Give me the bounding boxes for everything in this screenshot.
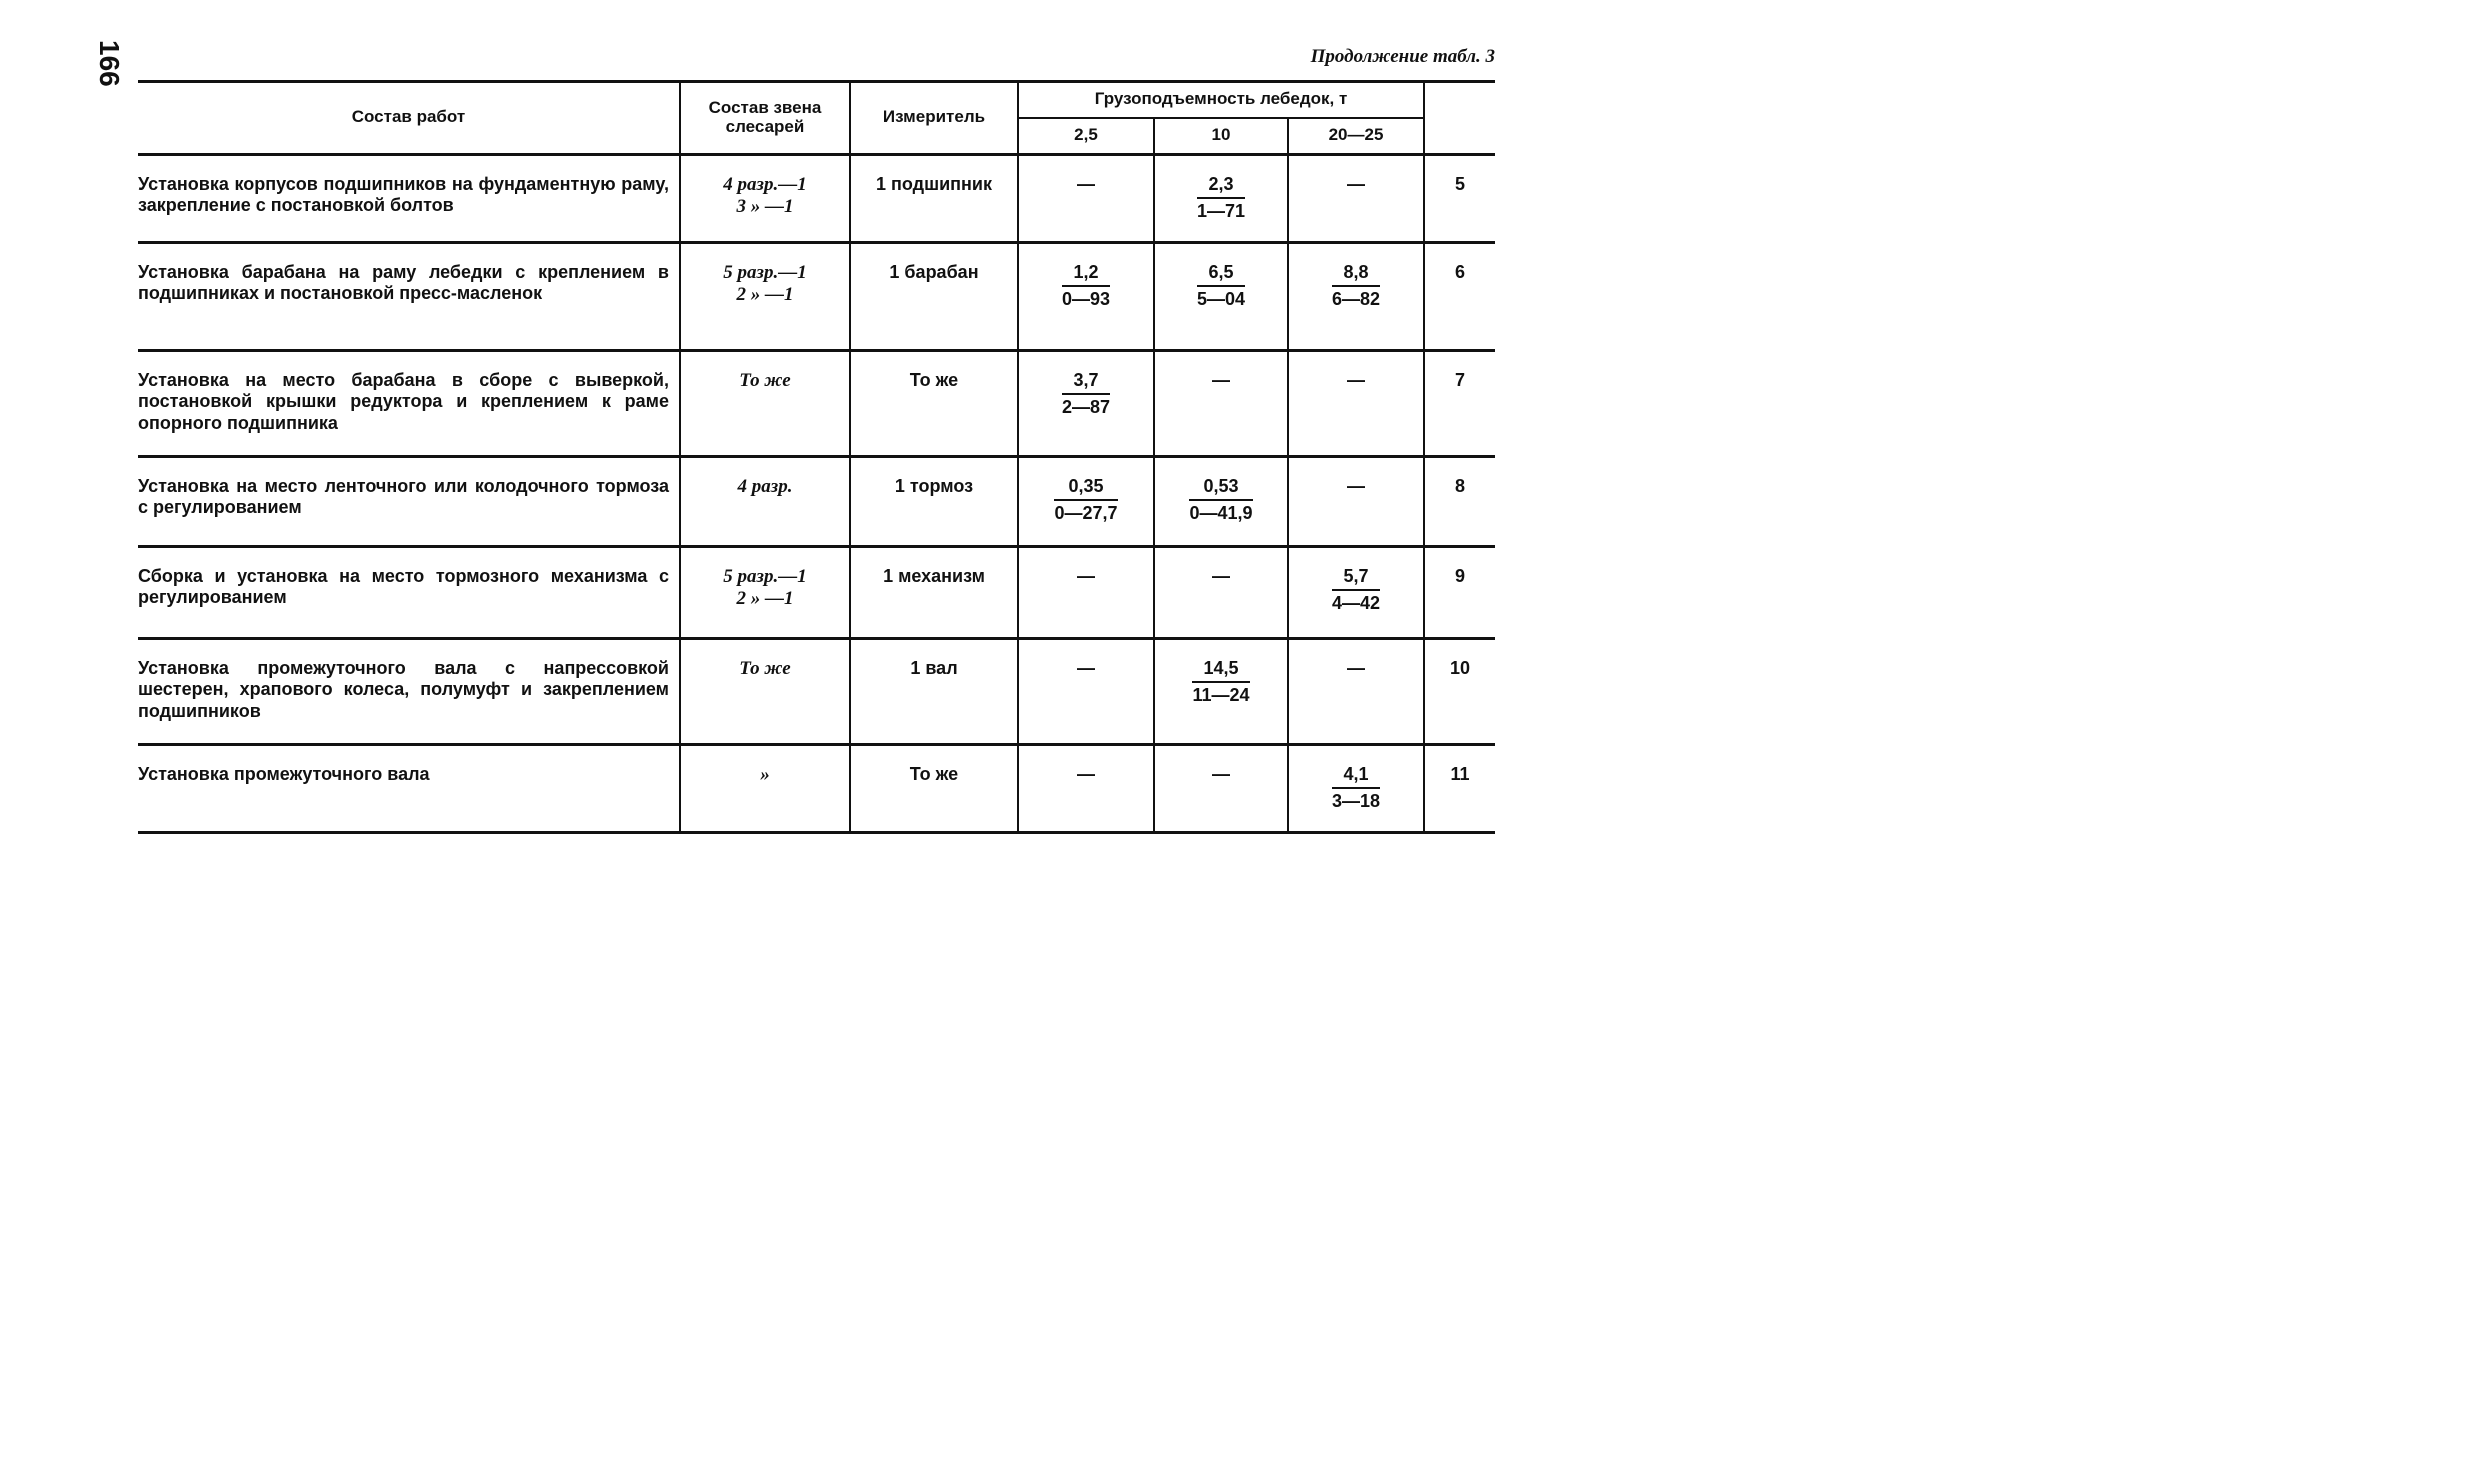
fraction (1054, 476, 1117, 525)
row-number: 8 (1424, 456, 1495, 546)
empty-dash: — (1347, 657, 1365, 678)
table-row (138, 638, 1495, 744)
unit-of-measure: 1 механизм (850, 546, 1018, 638)
crew-line: 3 » —1 (736, 196, 794, 218)
price-rate: 0—41,9 (1189, 503, 1253, 524)
norm-value-v10 (1154, 242, 1288, 350)
table-row (138, 154, 1495, 242)
norm-value-v25 (1018, 456, 1154, 546)
time-norm: 1,2 (1062, 262, 1110, 288)
norm-value-v25 (1018, 638, 1154, 744)
norm-value-v25 (1018, 546, 1154, 638)
unit-of-measure: 1 тормоз (850, 456, 1018, 546)
row-number: 11 (1424, 744, 1495, 832)
time-norm: 8,8 (1332, 262, 1380, 288)
table-row (138, 350, 1495, 456)
fraction (1197, 262, 1245, 311)
work-description: Установка промежуточного вала (138, 763, 430, 784)
work-description: Установка корпусов подшипников на фундаментную раму, закрепление с постановкой болтов (138, 173, 669, 216)
empty-dash: — (1077, 657, 1095, 678)
norm-value-v25 (1018, 242, 1154, 350)
norm-value-v2025 (1288, 350, 1424, 456)
table-continuation-caption: Продолжение табл. 3 (1310, 46, 1495, 67)
fraction (1192, 658, 1249, 707)
unit-of-measure: 1 барабан (850, 242, 1018, 350)
row-number: 9 (1424, 546, 1495, 638)
norm-value-v10 (1154, 154, 1288, 242)
unit-of-measure: 1 вал (850, 638, 1018, 744)
norm-value-v10 (1154, 546, 1288, 638)
page-number: 166 (94, 40, 125, 87)
price-rate: 6—82 (1331, 289, 1381, 310)
norm-value-v10 (1154, 744, 1288, 832)
time-norm: 2,3 (1197, 174, 1245, 200)
price-rate: 11—24 (1192, 685, 1250, 706)
table-row (138, 242, 1495, 350)
price-rate: 0—93 (1061, 289, 1111, 310)
unit-of-measure: 1 подшипник (850, 154, 1018, 242)
empty-dash: — (1347, 475, 1365, 496)
crew-composition (680, 456, 850, 546)
norm-value-v2025 (1288, 744, 1424, 832)
table-row (138, 546, 1495, 638)
price-rate: 3—18 (1331, 791, 1381, 812)
crew-line: 2 » —1 (736, 588, 794, 610)
norm-value-v2025 (1288, 546, 1424, 638)
work-description: Установка на место ленточного или колодочного тормоза с регулированием (138, 475, 669, 518)
crew-line: 5 разр.—1 (723, 261, 807, 283)
price-rate: 1—71 (1196, 201, 1246, 222)
norm-value-v10 (1154, 638, 1288, 744)
header-meter: Измеритель (850, 82, 1018, 155)
header-crew: Состав звена слесарей (680, 82, 850, 155)
norm-value-v25 (1018, 350, 1154, 456)
empty-dash: — (1077, 763, 1095, 784)
price-rate: 4—42 (1331, 593, 1381, 614)
header-work: Состав работ (138, 82, 680, 155)
fraction (1189, 476, 1252, 525)
header-capacity-2-5: 2,5 (1018, 118, 1154, 155)
norm-value-v25 (1018, 154, 1154, 242)
empty-dash: — (1347, 173, 1365, 194)
fraction (1332, 764, 1380, 813)
table-row (138, 744, 1495, 832)
header-row-number (1424, 82, 1495, 155)
crew-line: 4 разр.—1 (723, 173, 807, 195)
empty-dash: — (1212, 369, 1230, 390)
time-norm: 3,7 (1062, 370, 1110, 396)
norm-value-v2025 (1288, 242, 1424, 350)
norm-value-v2025 (1288, 456, 1424, 546)
work-description: Установка барабана на раму лебедки с креплением в подшипниках и постановкой пресс-масленок (138, 261, 669, 304)
crew-composition (680, 350, 850, 456)
crew-composition (680, 154, 850, 242)
work-description: Сборка и установка на место тормозного механизма с регулированием (138, 565, 669, 608)
crew-line: 5 разр.—1 (723, 565, 807, 587)
empty-dash: — (1212, 763, 1230, 784)
price-rate: 0—27,7 (1054, 503, 1118, 524)
price-rate: 2—87 (1061, 397, 1111, 418)
time-norm: 6,5 (1197, 262, 1245, 288)
row-number: 10 (1424, 638, 1495, 744)
crew-composition (680, 242, 850, 350)
row-number: 6 (1424, 242, 1495, 350)
crew-composition (680, 638, 850, 744)
empty-dash: — (1077, 565, 1095, 586)
row-number: 5 (1424, 154, 1495, 242)
header-capacity: Грузоподъемность лебедок, т (1018, 82, 1424, 118)
crew-line: » (760, 763, 770, 785)
fraction (1062, 370, 1110, 419)
empty-dash: — (1347, 369, 1365, 390)
unit-of-measure: То же (850, 350, 1018, 456)
crew-composition (680, 744, 850, 832)
time-norm: 5,7 (1332, 566, 1380, 592)
price-rate: 5—04 (1196, 289, 1246, 310)
fraction (1332, 262, 1380, 311)
crew-line: То же (739, 369, 791, 391)
fraction (1332, 566, 1380, 615)
norm-value-v10 (1154, 350, 1288, 456)
norm-value-v25 (1018, 744, 1154, 832)
norm-value-v10 (1154, 456, 1288, 546)
empty-dash: — (1077, 173, 1095, 194)
work-description: Установка промежуточного вала с напрессовкой шестерен, храпового колеса, полумуфт и закреплением подшипников (138, 657, 669, 721)
time-norm: 4,1 (1332, 764, 1380, 790)
crew-line: То же (739, 657, 791, 679)
time-norm: 0,53 (1189, 476, 1252, 502)
unit-of-measure: То же (850, 744, 1018, 832)
row-number: 7 (1424, 350, 1495, 456)
empty-dash: — (1212, 565, 1230, 586)
time-norm: 0,35 (1054, 476, 1117, 502)
time-norm: 14,5 (1192, 658, 1249, 684)
work-description: Установка на место барабана в сборе с выверкой, постановкой крышки редуктора и креплением к раме опорного подшипника (138, 369, 669, 433)
norms-table (138, 80, 1495, 834)
fraction (1062, 262, 1110, 311)
table-row (138, 456, 1495, 546)
crew-composition (680, 546, 850, 638)
crew-line: 2 » —1 (736, 284, 794, 306)
norm-value-v2025 (1288, 154, 1424, 242)
crew-line: 4 разр. (737, 475, 793, 497)
header-capacity-20-25: 20—25 (1288, 118, 1424, 155)
header-capacity-10: 10 (1154, 118, 1288, 155)
norm-value-v2025 (1288, 638, 1424, 744)
fraction (1197, 174, 1245, 223)
